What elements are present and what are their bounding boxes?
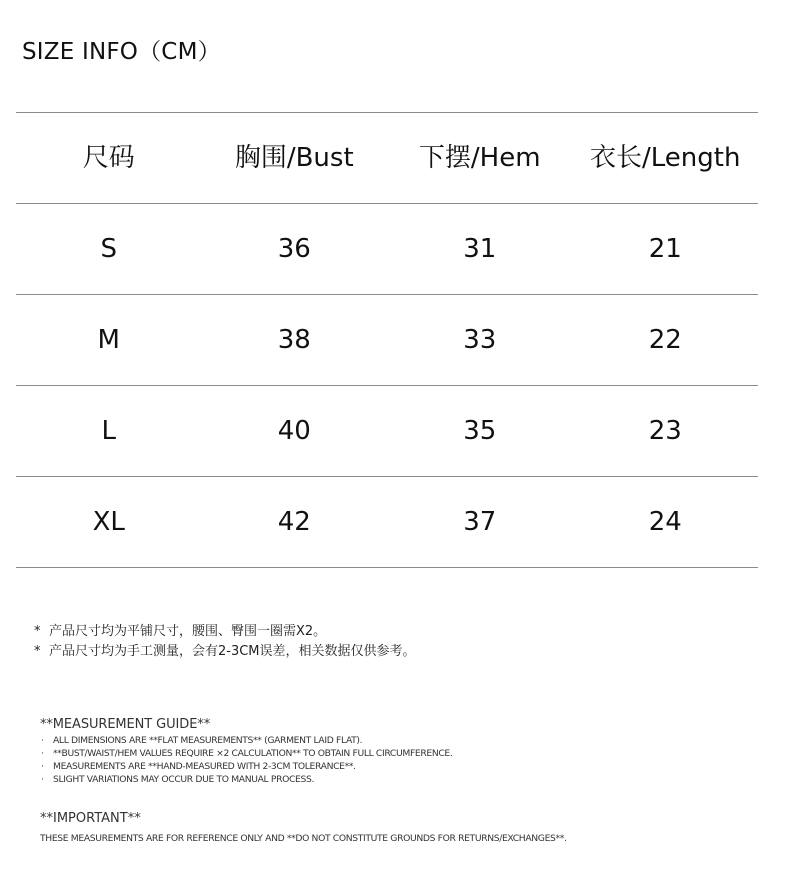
bullet-icon: · [41, 735, 44, 746]
list-item [40, 734, 452, 747]
bullet-icon: · [41, 748, 44, 759]
column-header-length: 衣长/Length [590, 143, 741, 173]
note-line [34, 642, 416, 662]
table-row [16, 477, 758, 568]
list-item-text: **BUST/WAIST/HEM VALUES REQUIRE ×2 CALCULATION** TO OBTAIN FULL CIRCUMFERENCE. [53, 748, 453, 759]
size-cell: S [100, 234, 117, 264]
length-cell: 21 [648, 234, 682, 264]
table-row [16, 295, 758, 386]
table-header-row [16, 113, 758, 204]
list-item [40, 773, 452, 786]
table-row [16, 204, 758, 295]
hem-cell: 35 [463, 416, 497, 446]
column-header-hem: 下摆/Hem [418, 143, 541, 173]
bust-cell: 38 [277, 325, 311, 355]
important-text: THESE MEASUREMENTS ARE FOR REFERENCE ONLY AND **DO NOT CONSTITUTE GROUNDS FOR RETURNS/EXCHANGES**. [40, 833, 567, 844]
hem-cell: 37 [463, 507, 497, 537]
measurement-guide [40, 716, 452, 786]
bust-cell: 36 [277, 234, 311, 264]
hem-cell: 33 [463, 325, 497, 355]
note-bullet: * [34, 624, 41, 639]
note-text: 产品尺寸均为手工测量，会有2-3CM误差，相关数据仅供参考。 [49, 644, 416, 659]
column-header-size: 尺码 [82, 143, 135, 173]
chinese-notes [34, 622, 416, 662]
table-row [16, 386, 758, 477]
length-cell: 24 [648, 507, 682, 537]
bullet-icon: · [41, 774, 44, 785]
measurement-guide-heading: **MEASUREMENT GUIDE** [40, 717, 211, 732]
important-heading: **IMPORTANT** [40, 811, 141, 826]
size-cell: L [101, 416, 116, 446]
length-cell: 23 [648, 416, 682, 446]
size-table [16, 112, 758, 568]
column-header-bust: 胸围/Bust [234, 143, 354, 173]
hem-cell: 31 [463, 234, 497, 264]
bullet-icon: · [41, 761, 44, 772]
bust-cell: 40 [277, 416, 311, 446]
list-item [40, 747, 452, 760]
note-text: 产品尺寸均为平铺尺寸，腰围、臀围一圈需X2。 [49, 624, 327, 639]
list-item-text: MEASUREMENTS ARE **HAND-MEASURED WITH 2-3CM TOLERANCE**. [53, 761, 356, 772]
note-line [34, 622, 416, 642]
list-item-text: ALL DIMENSIONS ARE **FLAT MEASUREMENTS** (GARMENT LAID FLAT). [53, 735, 363, 746]
size-cell: M [97, 325, 120, 355]
list-item-text: SLIGHT VARIATIONS MAY OCCUR DUE TO MANUAL PROCESS. [53, 774, 315, 785]
page-title: SIZE INFO（CM） [22, 39, 221, 65]
note-bullet: * [34, 644, 41, 659]
measurement-guide-list [40, 734, 452, 786]
bust-cell: 42 [277, 507, 311, 537]
length-cell: 22 [648, 325, 682, 355]
important-section [40, 810, 567, 845]
list-item [40, 760, 452, 773]
size-cell: XL [92, 507, 125, 537]
